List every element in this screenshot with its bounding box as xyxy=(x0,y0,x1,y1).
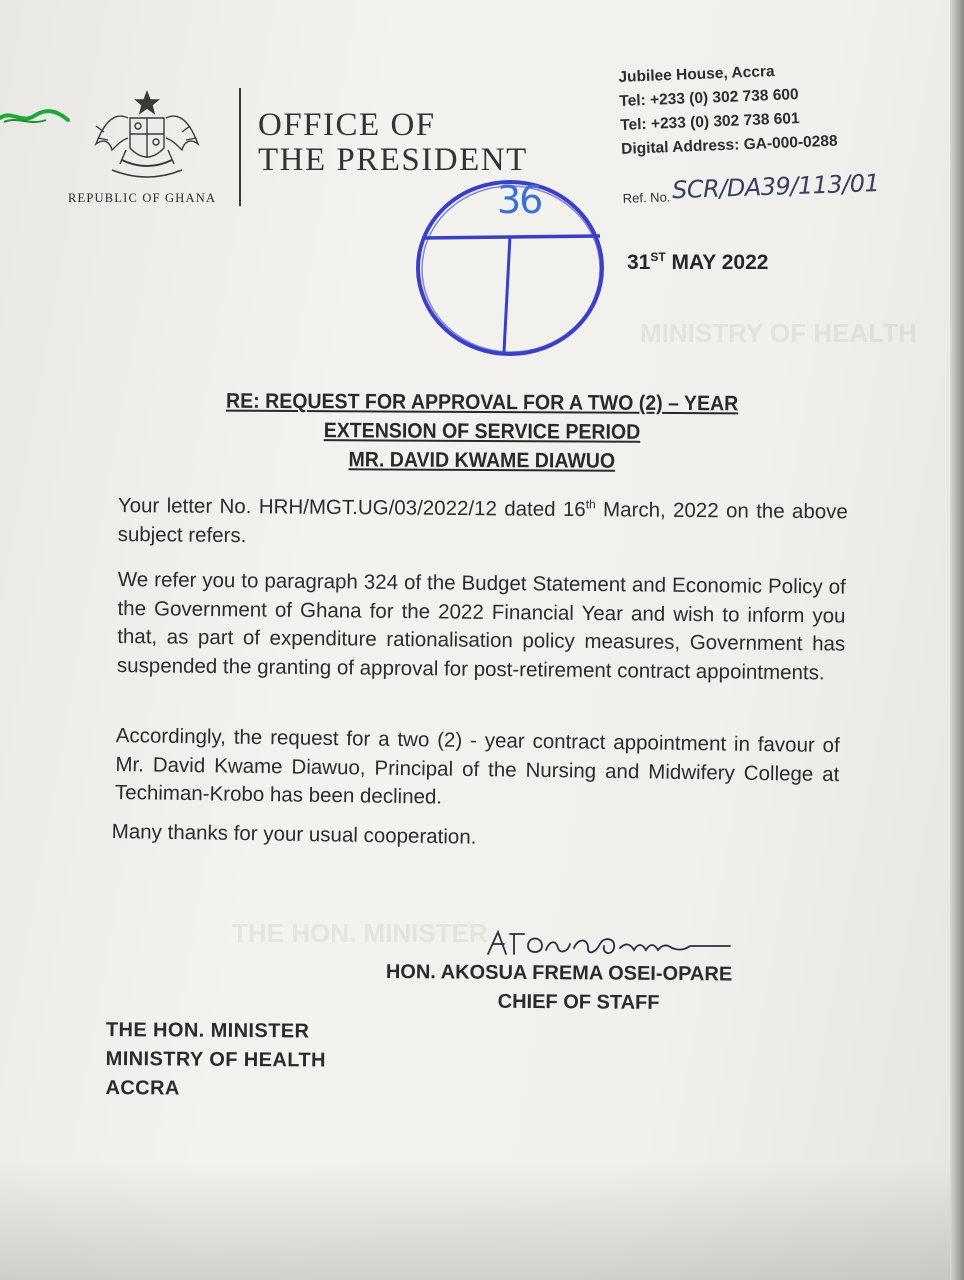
paragraph-1 xyxy=(118,492,848,555)
reference-line xyxy=(622,169,880,206)
signatory-name: HON. AKOSUA FREMA OSEI-OPARE xyxy=(385,960,733,986)
paragraph-1-text-b: March, 2022 on the above subject refers. xyxy=(117,498,848,547)
page-edge-shadow xyxy=(950,0,964,1280)
date-day: 31 xyxy=(627,251,651,274)
ghana-coat-of-arms-icon xyxy=(82,88,212,188)
telephone-2: Tel: +233 (0) 302 738 601 xyxy=(619,110,800,134)
paragraph-4: Many thanks for your usual cooperation. xyxy=(111,819,477,849)
address: Jubilee House, Accra xyxy=(618,63,775,86)
office-title xyxy=(258,108,528,178)
contact-block xyxy=(618,58,838,162)
paragraph-1-text-a: Your letter No. HRH/MGT.UG/03/2022/12 dated 16 xyxy=(117,493,586,522)
stamp-number-handwritten: 36 xyxy=(497,178,542,222)
office-title-line2: THE PRESIDENT xyxy=(258,142,528,178)
office-title-line1: OFFICE OF xyxy=(258,107,436,143)
country-name: REPUBLIC OF GHANA xyxy=(68,191,217,205)
digital-address: Digital Address: GA-000-0288 xyxy=(620,132,838,158)
subject-line2: EXTENSION OF SERVICE PERIOD xyxy=(323,419,641,444)
paragraph-2: We refer you to paragraph 324 of the Budget Statement and Economic Policy of the Government of Ghana for the 2022 Financial Year and wish to inform you that, as part of expenditure rationalisation policy measures, Government has suspended the granting of approval for post-retirement contract appointments. xyxy=(116,567,846,684)
green-thread-mark xyxy=(0,104,70,130)
date-suffix: ST xyxy=(650,250,666,264)
subject-heading xyxy=(0,385,964,477)
recipient-line2: MINISTRY OF HEALTH xyxy=(105,1047,326,1072)
bleed-through-text: THE HON. MINISTER xyxy=(232,918,488,948)
subject-line1: RE: REQUEST FOR APPROVAL FOR A TWO (2) – YEAR xyxy=(226,389,739,416)
reference-number-handwritten: SCR/DA39/113/01 xyxy=(671,169,880,205)
recipient-line1: THE HON. MINISTER xyxy=(105,1018,310,1043)
date-month-year: MAY 2022 xyxy=(671,251,769,274)
paragraph-1-superscript: th xyxy=(585,497,596,512)
page-shadow xyxy=(0,1160,964,1280)
telephone-1: Tel: +233 (0) 302 738 600 xyxy=(619,86,799,110)
reference-label: Ref. No. xyxy=(622,189,671,206)
recipient-line3: ACCRA xyxy=(105,1076,180,1100)
signatory-title: CHIEF OF STAFF xyxy=(497,990,660,1014)
letterhead-divider xyxy=(239,88,241,206)
subject-line3: MR. DAVID KWAME DIAWUO xyxy=(348,448,616,473)
paragraph-3: Accordingly, the request for a two (2) - year contract appointment in favour of Mr. David Kwame Diawuo, Principal of the Nursing and Midwifery College at Techiman-Krobo has been declined. xyxy=(114,723,840,809)
handwritten-signature xyxy=(484,926,734,960)
bleed-through-text: MINISTRY OF HEALTH xyxy=(640,318,917,348)
signatory-block xyxy=(386,958,733,1018)
letter-date xyxy=(627,250,768,275)
recipient-block xyxy=(105,1016,326,1105)
